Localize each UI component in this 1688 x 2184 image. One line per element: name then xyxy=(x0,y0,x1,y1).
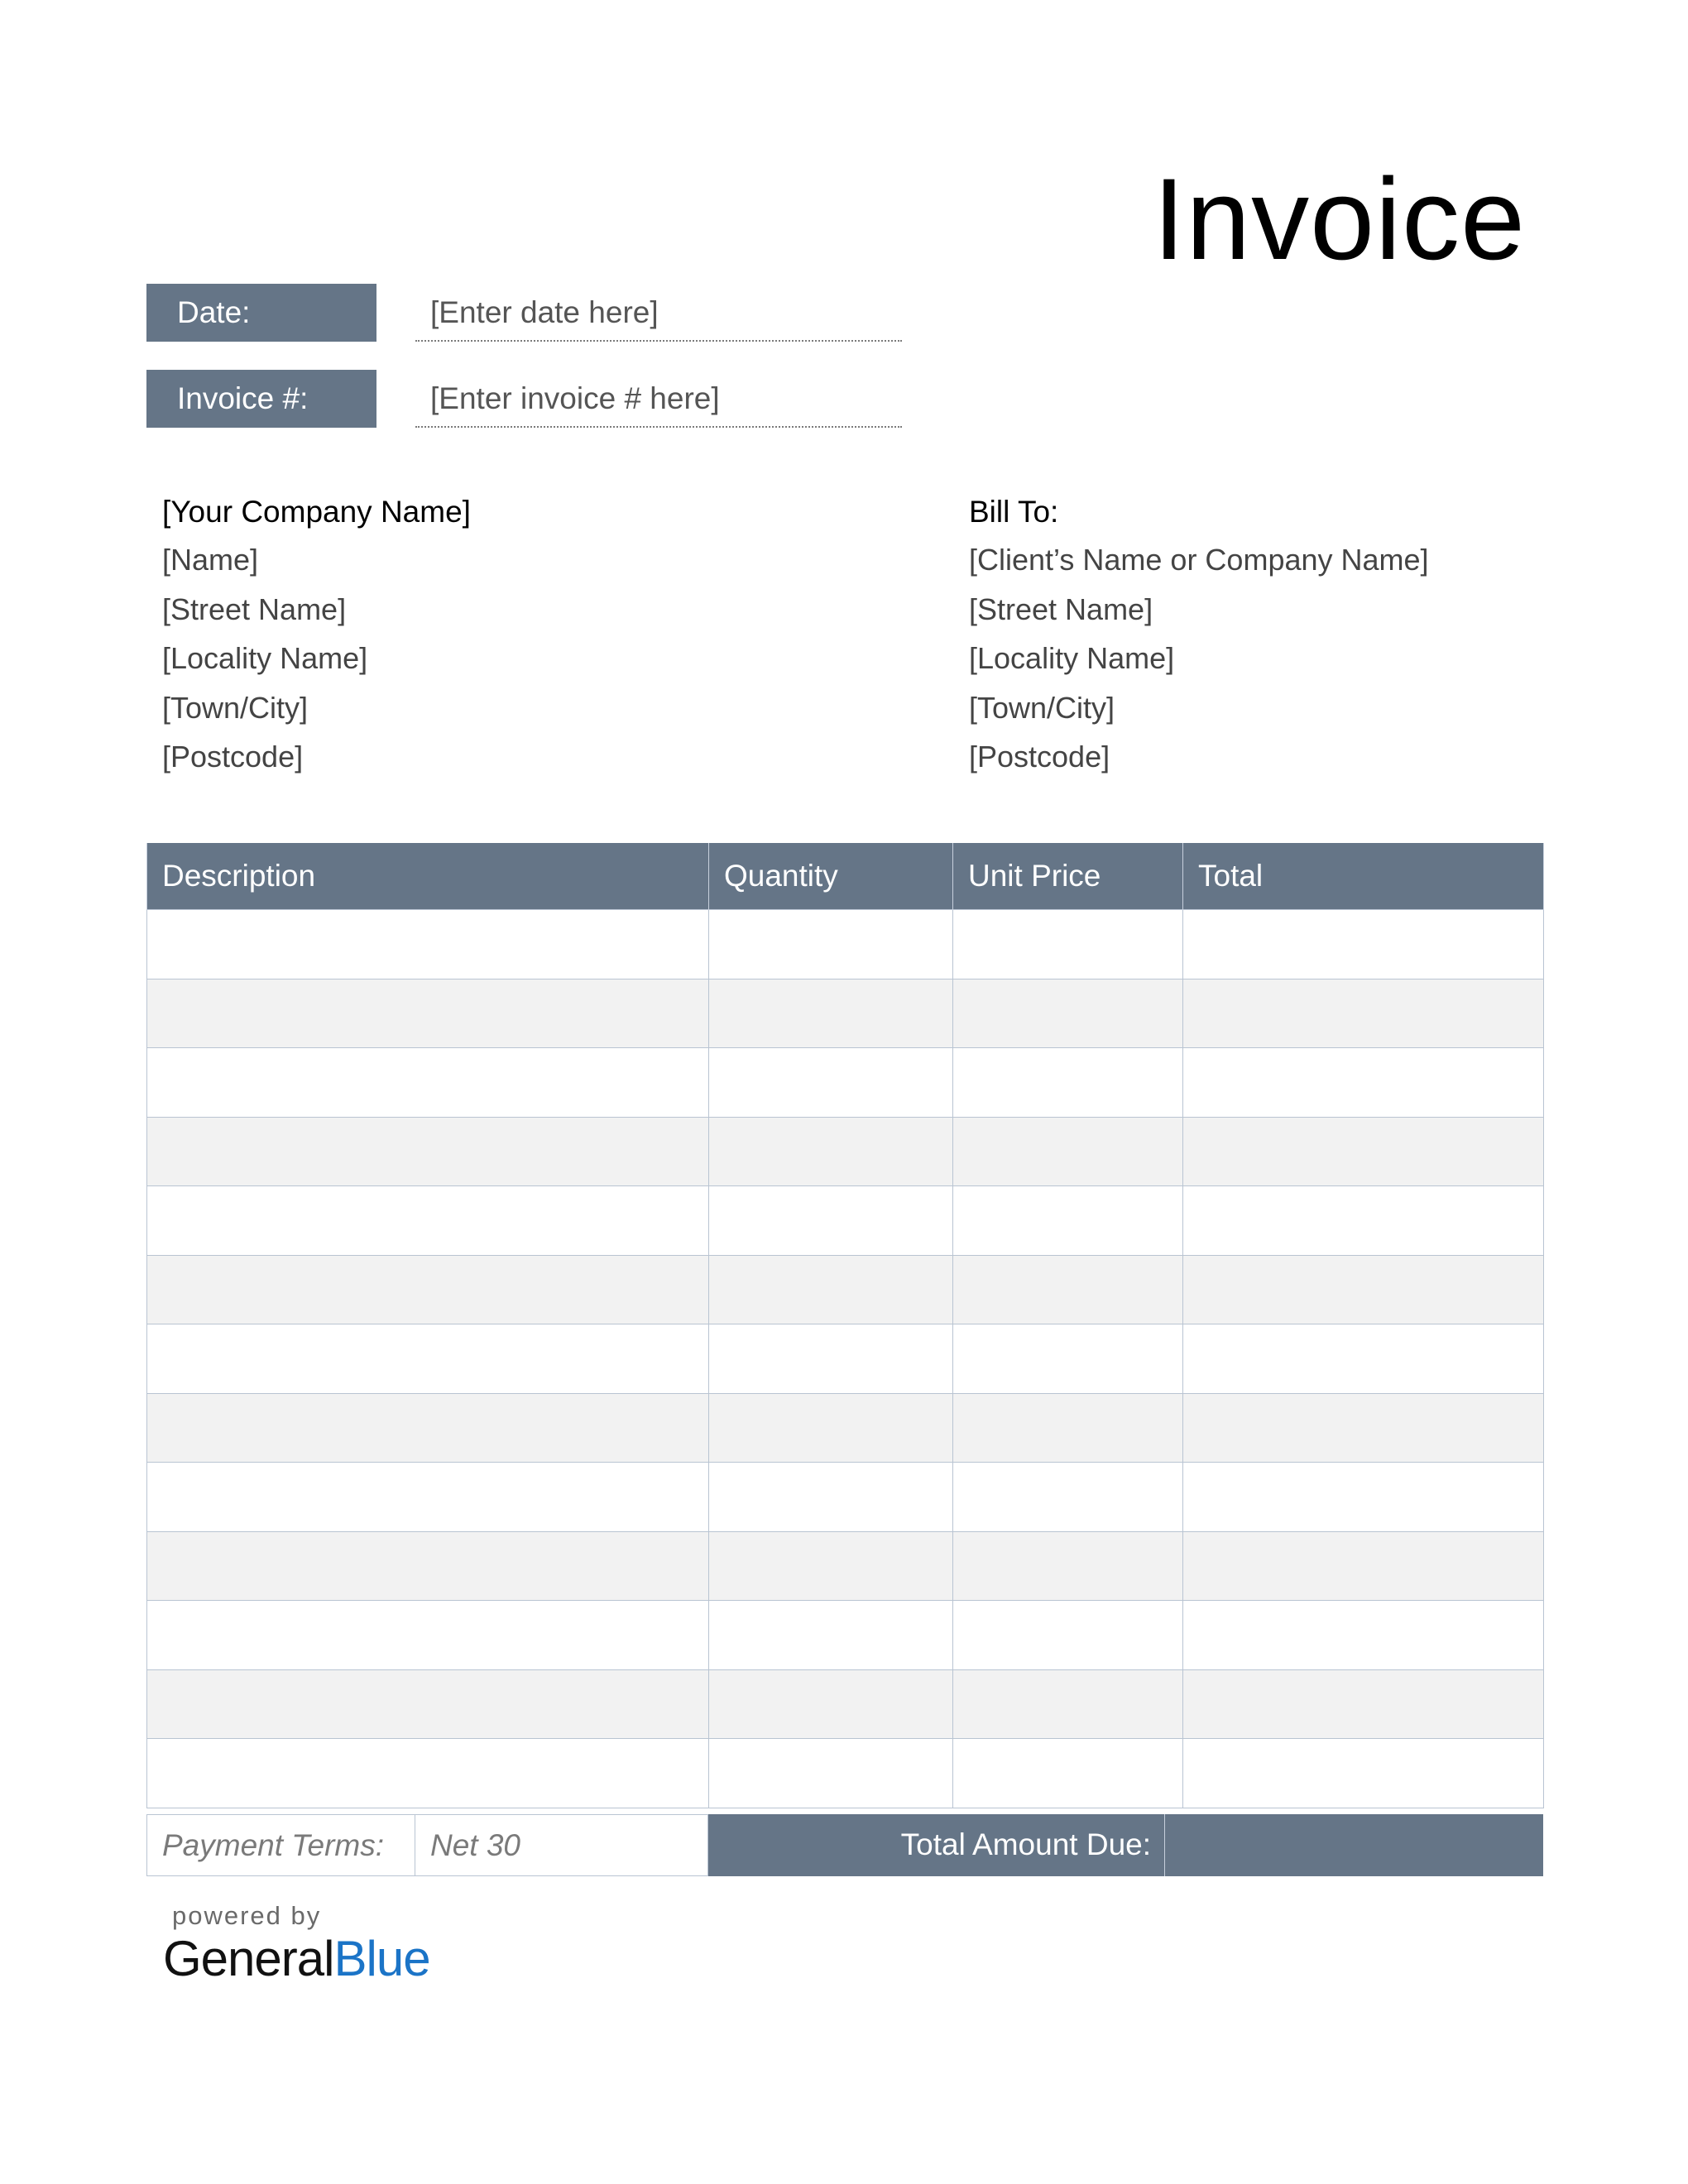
invoice-number-field[interactable]: [Enter invoice # here] xyxy=(415,370,902,428)
description-cell[interactable] xyxy=(147,1601,709,1670)
line-items-body xyxy=(147,910,1544,1808)
quantity-cell[interactable] xyxy=(709,979,953,1048)
bill-to-heading: Bill To: xyxy=(969,495,1059,529)
table-row xyxy=(147,1531,1544,1601)
description-cell[interactable] xyxy=(147,1186,709,1256)
quantity-cell[interactable] xyxy=(709,1324,953,1394)
total-cell[interactable] xyxy=(1183,979,1544,1048)
unit-price-cell[interactable] xyxy=(953,1463,1183,1532)
unit-price-cell[interactable] xyxy=(953,910,1183,979)
total-cell[interactable] xyxy=(1183,1255,1544,1324)
description-cell[interactable] xyxy=(147,1324,709,1394)
table-header-row xyxy=(147,843,1544,910)
description-cell[interactable] xyxy=(147,1739,709,1808)
quantity-cell[interactable] xyxy=(709,1463,953,1532)
description-cell[interactable] xyxy=(147,979,709,1048)
invoice-number-label: Invoice #: xyxy=(146,370,376,428)
company-name[interactable]: [Your Company Name] xyxy=(162,495,471,529)
total-cell[interactable] xyxy=(1183,1117,1544,1186)
bill-to-address xyxy=(969,488,1429,782)
total-amount-due-label: Total Amount Due: xyxy=(708,1814,1165,1876)
unit-price-cell[interactable] xyxy=(953,1601,1183,1670)
table-row xyxy=(147,1669,1544,1739)
table-row xyxy=(147,1601,1544,1670)
quantity-cell[interactable] xyxy=(709,1393,953,1463)
client-city[interactable]: [Town/City] xyxy=(969,690,1115,725)
generalblue-logo[interactable] xyxy=(163,1931,430,1986)
table-row xyxy=(147,1117,1544,1186)
quantity-cell[interactable] xyxy=(709,1048,953,1118)
table-row xyxy=(147,979,1544,1048)
table-row xyxy=(147,1393,1544,1463)
description-cell[interactable] xyxy=(147,1531,709,1601)
column-header-unit-price: Unit Price xyxy=(953,843,1183,910)
quantity-cell[interactable] xyxy=(709,1531,953,1601)
page-title: Invoice xyxy=(1153,154,1526,284)
column-header-description: Description xyxy=(147,843,709,910)
total-cell[interactable] xyxy=(1183,1463,1544,1532)
payment-terms-value[interactable]: Net 30 xyxy=(415,1814,708,1876)
total-cell[interactable] xyxy=(1183,1601,1544,1670)
client-postcode[interactable]: [Postcode] xyxy=(969,740,1110,774)
quantity-cell[interactable] xyxy=(709,910,953,979)
total-cell[interactable] xyxy=(1183,1186,1544,1256)
total-cell[interactable] xyxy=(1183,1393,1544,1463)
table-row xyxy=(147,1186,1544,1256)
table-row xyxy=(147,1255,1544,1324)
unit-price-cell[interactable] xyxy=(953,1186,1183,1256)
sender-name[interactable]: [Name] xyxy=(162,543,259,577)
unit-price-cell[interactable] xyxy=(953,1531,1183,1601)
unit-price-cell[interactable] xyxy=(953,1669,1183,1739)
description-cell[interactable] xyxy=(147,1463,709,1532)
date-label: Date: xyxy=(146,284,376,342)
description-cell[interactable] xyxy=(147,1255,709,1324)
unit-price-cell[interactable] xyxy=(953,1117,1183,1186)
quantity-cell[interactable] xyxy=(709,1669,953,1739)
description-cell[interactable] xyxy=(147,1669,709,1739)
unit-price-cell[interactable] xyxy=(953,979,1183,1048)
table-row xyxy=(147,1048,1544,1118)
unit-price-cell[interactable] xyxy=(953,1324,1183,1394)
quantity-cell[interactable] xyxy=(709,1117,953,1186)
unit-price-cell[interactable] xyxy=(953,1739,1183,1808)
table-row xyxy=(147,1739,1544,1808)
sender-street[interactable]: [Street Name] xyxy=(162,592,347,626)
description-cell[interactable] xyxy=(147,1117,709,1186)
table-footer xyxy=(146,1814,1543,1876)
unit-price-cell[interactable] xyxy=(953,1255,1183,1324)
total-cell[interactable] xyxy=(1183,910,1544,979)
unit-price-cell[interactable] xyxy=(953,1393,1183,1463)
table-row xyxy=(147,1324,1544,1394)
quantity-cell[interactable] xyxy=(709,1255,953,1324)
table-row xyxy=(147,1463,1544,1532)
column-header-quantity: Quantity xyxy=(709,843,953,910)
total-cell[interactable] xyxy=(1183,1324,1544,1394)
sender-postcode[interactable]: [Postcode] xyxy=(162,740,304,774)
quantity-cell[interactable] xyxy=(709,1601,953,1670)
line-items-table xyxy=(146,843,1544,1808)
total-amount-due-value[interactable] xyxy=(1165,1814,1543,1876)
date-field[interactable]: [Enter date here] xyxy=(415,284,902,342)
sender-locality[interactable]: [Locality Name] xyxy=(162,641,368,675)
client-name[interactable]: [Client’s Name or Company Name] xyxy=(969,543,1429,577)
quantity-cell[interactable] xyxy=(709,1739,953,1808)
sender-address xyxy=(162,488,471,782)
logo-general: General xyxy=(163,1931,334,1986)
total-cell[interactable] xyxy=(1183,1531,1544,1601)
total-cell[interactable] xyxy=(1183,1048,1544,1118)
total-cell[interactable] xyxy=(1183,1669,1544,1739)
total-cell[interactable] xyxy=(1183,1739,1544,1808)
powered-by-text: powered by xyxy=(172,1901,322,1930)
description-cell[interactable] xyxy=(147,910,709,979)
client-locality[interactable]: [Locality Name] xyxy=(969,641,1175,675)
logo-blue: Blue xyxy=(333,1931,430,1986)
description-cell[interactable] xyxy=(147,1393,709,1463)
unit-price-cell[interactable] xyxy=(953,1048,1183,1118)
column-header-total: Total xyxy=(1183,843,1544,910)
sender-city[interactable]: [Town/City] xyxy=(162,690,309,725)
table-row xyxy=(147,910,1544,979)
client-street[interactable]: [Street Name] xyxy=(969,592,1153,626)
quantity-cell[interactable] xyxy=(709,1186,953,1256)
description-cell[interactable] xyxy=(147,1048,709,1118)
payment-terms-label: Payment Terms: xyxy=(146,1814,415,1876)
